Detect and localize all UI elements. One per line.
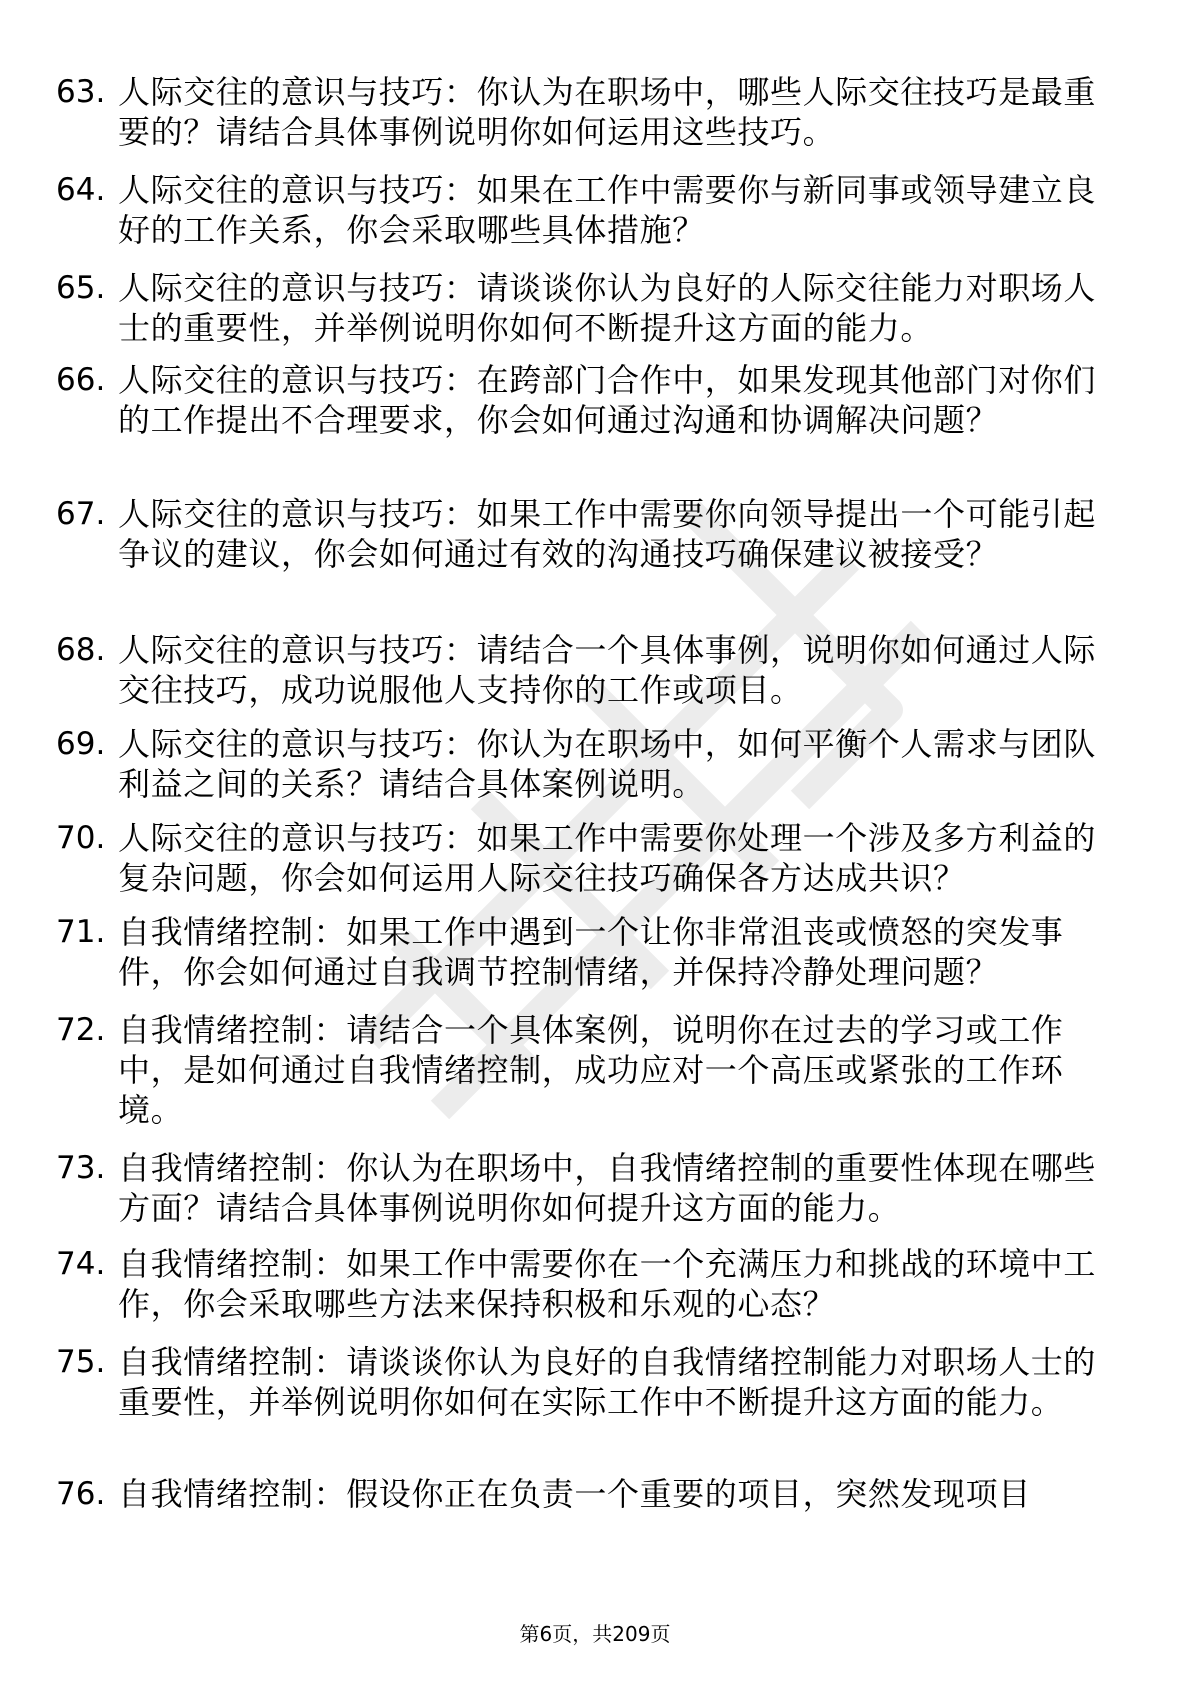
question-item xyxy=(56,72,1146,152)
question-number: 68. xyxy=(56,632,106,668)
question-number: 76. xyxy=(56,1476,106,1512)
question-item xyxy=(56,170,1146,250)
question-text: 人际交往的意识与技巧：如果工作中需要你向领导提出一个可能引起争议的建议，你会如何通过有效的沟通技巧确保建议被接受？ xyxy=(118,495,1097,573)
question-text: 人际交往的意识与技巧：在跨部门合作中，如果发现其他部门对你们的工作提出不合理要求，你会如何通过沟通和协调解决问题？ xyxy=(118,361,1097,439)
question-number: 74. xyxy=(56,1246,106,1282)
question-text: 自我情绪控制：如果工作中遇到一个让你非常沮丧或愤怒的突发事件，你会如何通过自我调节控制情绪，并保持冷静处理问题？ xyxy=(118,913,1064,991)
question-text: 人际交往的意识与技巧：如果工作中需要你处理一个涉及多方利益的复杂问题，你会如何运用人际交往技巧确保各方达成共识？ xyxy=(118,819,1097,897)
question-text: 自我情绪控制：你认为在职场中，自我情绪控制的重要性体现在哪些方面？请结合具体事例说明你如何提升这方面的能力。 xyxy=(118,1149,1097,1227)
question-number: 71. xyxy=(56,914,106,950)
question-text: 人际交往的意识与技巧：请谈谈你认为良好的人际交往能力对职场人士的重要性，并举例说明你如何不断提升这方面的能力。 xyxy=(118,269,1097,347)
question-text: 自我情绪控制：如果工作中需要你在一个充满压力和挑战的环境中工作，你会采取哪些方法来保持积极和乐观的心态？ xyxy=(118,1245,1097,1323)
question-item xyxy=(56,630,1146,710)
question-item xyxy=(56,912,1146,992)
question-number: 66. xyxy=(56,362,106,398)
question-number: 63. xyxy=(56,74,106,110)
question-number: 65. xyxy=(56,270,106,306)
question-number: 75. xyxy=(56,1344,106,1380)
question-text: 人际交往的意识与技巧：你认为在职场中，哪些人际交往技巧是最重要的？请结合具体事例说明你如何运用这些技巧。 xyxy=(118,73,1097,151)
question-number: 73. xyxy=(56,1150,106,1186)
question-item xyxy=(56,1148,1146,1228)
question-item xyxy=(56,1342,1146,1422)
question-text: 人际交往的意识与技巧：你认为在职场中，如何平衡个人需求与团队利益之间的关系？请结合具体案例说明。 xyxy=(118,725,1097,803)
question-text: 人际交往的意识与技巧：请结合一个具体事例，说明你如何通过人际交往技巧，成功说服他人支持你的工作或项目。 xyxy=(118,631,1097,709)
question-item xyxy=(56,818,1146,898)
question-item xyxy=(56,724,1146,804)
question-number: 67. xyxy=(56,496,106,532)
question-item xyxy=(56,360,1146,440)
question-text: 自我情绪控制：假设你正在负责一个重要的项目，突然发现项目 xyxy=(118,1475,1031,1513)
question-item xyxy=(56,1010,1146,1130)
question-number: 69. xyxy=(56,726,106,762)
question-number: 72. xyxy=(56,1012,106,1048)
question-item xyxy=(56,1474,1146,1514)
page-number-label: 第6页，共209页 xyxy=(519,1622,671,1646)
question-number: 70. xyxy=(56,820,106,856)
question-text: 人际交往的意识与技巧：如果在工作中需要你与新同事或领导建立良好的工作关系，你会采取哪些具体措施？ xyxy=(118,171,1097,249)
question-number: 64. xyxy=(56,172,106,208)
question-item xyxy=(56,494,1146,574)
question-item xyxy=(56,268,1146,348)
question-text: 自我情绪控制：请谈谈你认为良好的自我情绪控制能力对职场人士的重要性，并举例说明你如何在实际工作中不断提升这方面的能力。 xyxy=(118,1343,1097,1421)
question-item xyxy=(56,1244,1146,1324)
question-text: 自我情绪控制：请结合一个具体案例，说明你在过去的学习或工作中，是如何通过自我情绪控制，成功应对一个高压或紧张的工作环境。 xyxy=(118,1011,1064,1129)
page-footer xyxy=(0,1620,1190,1648)
